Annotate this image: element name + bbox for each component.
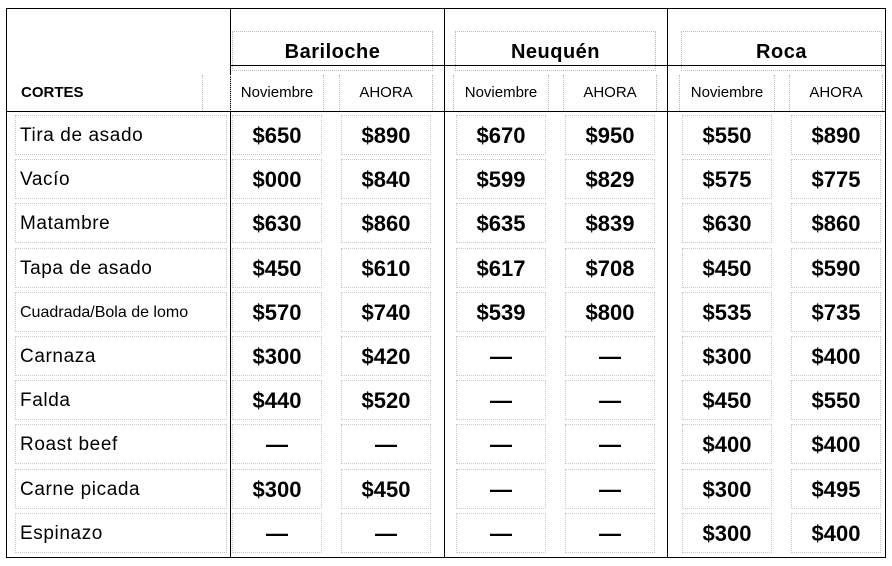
- subheader-ahora: AHORA: [789, 75, 883, 111]
- table-row: [7, 467, 885, 511]
- subheader-noviembre: Noviembre: [230, 75, 324, 111]
- group-header-neuquen: Neuquén: [455, 31, 656, 71]
- price-cell: $890: [791, 115, 881, 155]
- price-cell: $599: [456, 159, 546, 199]
- cut-name: Falda: [15, 380, 227, 420]
- price-cell: —: [232, 424, 322, 464]
- price-cell: $860: [791, 203, 881, 243]
- group-header-roca: Roca: [681, 31, 882, 71]
- table-row: [7, 201, 885, 245]
- price-cell: $839: [565, 203, 655, 243]
- price-cell: $708: [565, 248, 655, 288]
- price-cell: $300: [682, 513, 772, 553]
- table-row: [7, 378, 885, 422]
- cut-name: Carne picada: [15, 469, 227, 509]
- price-cell: $450: [341, 469, 431, 509]
- cut-name: Tira de asado: [15, 115, 227, 155]
- price-cell: —: [456, 380, 546, 420]
- price-cell: $890: [341, 115, 431, 155]
- price-cell: $840: [341, 159, 431, 199]
- table-row: [7, 422, 885, 466]
- subheader-ahora: AHORA: [563, 75, 657, 111]
- price-cell: —: [456, 424, 546, 464]
- price-cell: $400: [791, 513, 881, 553]
- cut-name: Carnaza: [15, 336, 227, 376]
- price-cell: —: [456, 513, 546, 553]
- price-cell: $550: [791, 380, 881, 420]
- price-cell: —: [456, 469, 546, 509]
- price-cell: —: [565, 469, 655, 509]
- price-cell: —: [565, 336, 655, 376]
- table-row: [7, 113, 885, 157]
- price-cell: $670: [456, 115, 546, 155]
- price-cell: $400: [682, 424, 772, 464]
- price-cell: $800: [565, 292, 655, 332]
- cut-name: Espinazo: [15, 513, 227, 553]
- price-cell: $450: [682, 380, 772, 420]
- cut-name: Matambre: [15, 203, 227, 243]
- price-cell: $590: [791, 248, 881, 288]
- subheader-noviembre: Noviembre: [679, 75, 775, 111]
- cut-name: Vacío: [15, 159, 227, 199]
- price-cell: $630: [682, 203, 772, 243]
- price-cell: —: [341, 424, 431, 464]
- table-row: [7, 334, 885, 378]
- price-cell: $735: [791, 292, 881, 332]
- group-header-bariloche: Bariloche: [232, 31, 433, 71]
- divider: [7, 111, 885, 112]
- price-cell: —: [232, 513, 322, 553]
- price-cell: $539: [456, 292, 546, 332]
- price-cell: $610: [341, 248, 431, 288]
- price-cell: $575: [682, 159, 772, 199]
- price-cell: $630: [232, 203, 322, 243]
- price-cell: $635: [456, 203, 546, 243]
- price-cell: $450: [682, 248, 772, 288]
- price-cell: $950: [565, 115, 655, 155]
- price-cell: $300: [682, 469, 772, 509]
- price-table: [6, 8, 886, 558]
- price-cell: $000: [232, 159, 322, 199]
- cut-name: Roast beef: [15, 424, 227, 464]
- price-cell: —: [341, 513, 431, 553]
- price-cell: $740: [341, 292, 431, 332]
- subheader-ahora: AHORA: [339, 75, 433, 111]
- price-cell: $550: [682, 115, 772, 155]
- table-row: [7, 290, 885, 334]
- price-cell: $300: [682, 336, 772, 376]
- price-cell: $617: [456, 248, 546, 288]
- price-cell: $450: [232, 248, 322, 288]
- price-cell: $775: [791, 159, 881, 199]
- price-cell: $535: [682, 292, 772, 332]
- price-cell: $400: [791, 336, 881, 376]
- table-row: [7, 246, 885, 290]
- price-cell: $440: [232, 380, 322, 420]
- price-cell: —: [456, 336, 546, 376]
- price-cell: $860: [341, 203, 431, 243]
- table-row: [7, 511, 885, 555]
- price-cell: —: [565, 513, 655, 553]
- price-cell: —: [565, 424, 655, 464]
- price-cell: $570: [232, 292, 322, 332]
- price-cell: $520: [341, 380, 431, 420]
- subheader-noviembre: Noviembre: [453, 75, 549, 111]
- price-cell: $400: [791, 424, 881, 464]
- price-cell: $650: [232, 115, 322, 155]
- price-cell: $495: [791, 469, 881, 509]
- price-cell: $829: [565, 159, 655, 199]
- price-cell: $300: [232, 336, 322, 376]
- price-cell: $420: [341, 336, 431, 376]
- table-row: [7, 157, 885, 201]
- price-cell: $300: [232, 469, 322, 509]
- cortes-header: CORTES: [15, 75, 203, 111]
- cut-name: Tapa de asado: [15, 248, 227, 288]
- cut-name: Cuadrada/Bola de lomo: [15, 292, 227, 332]
- price-cell: —: [565, 380, 655, 420]
